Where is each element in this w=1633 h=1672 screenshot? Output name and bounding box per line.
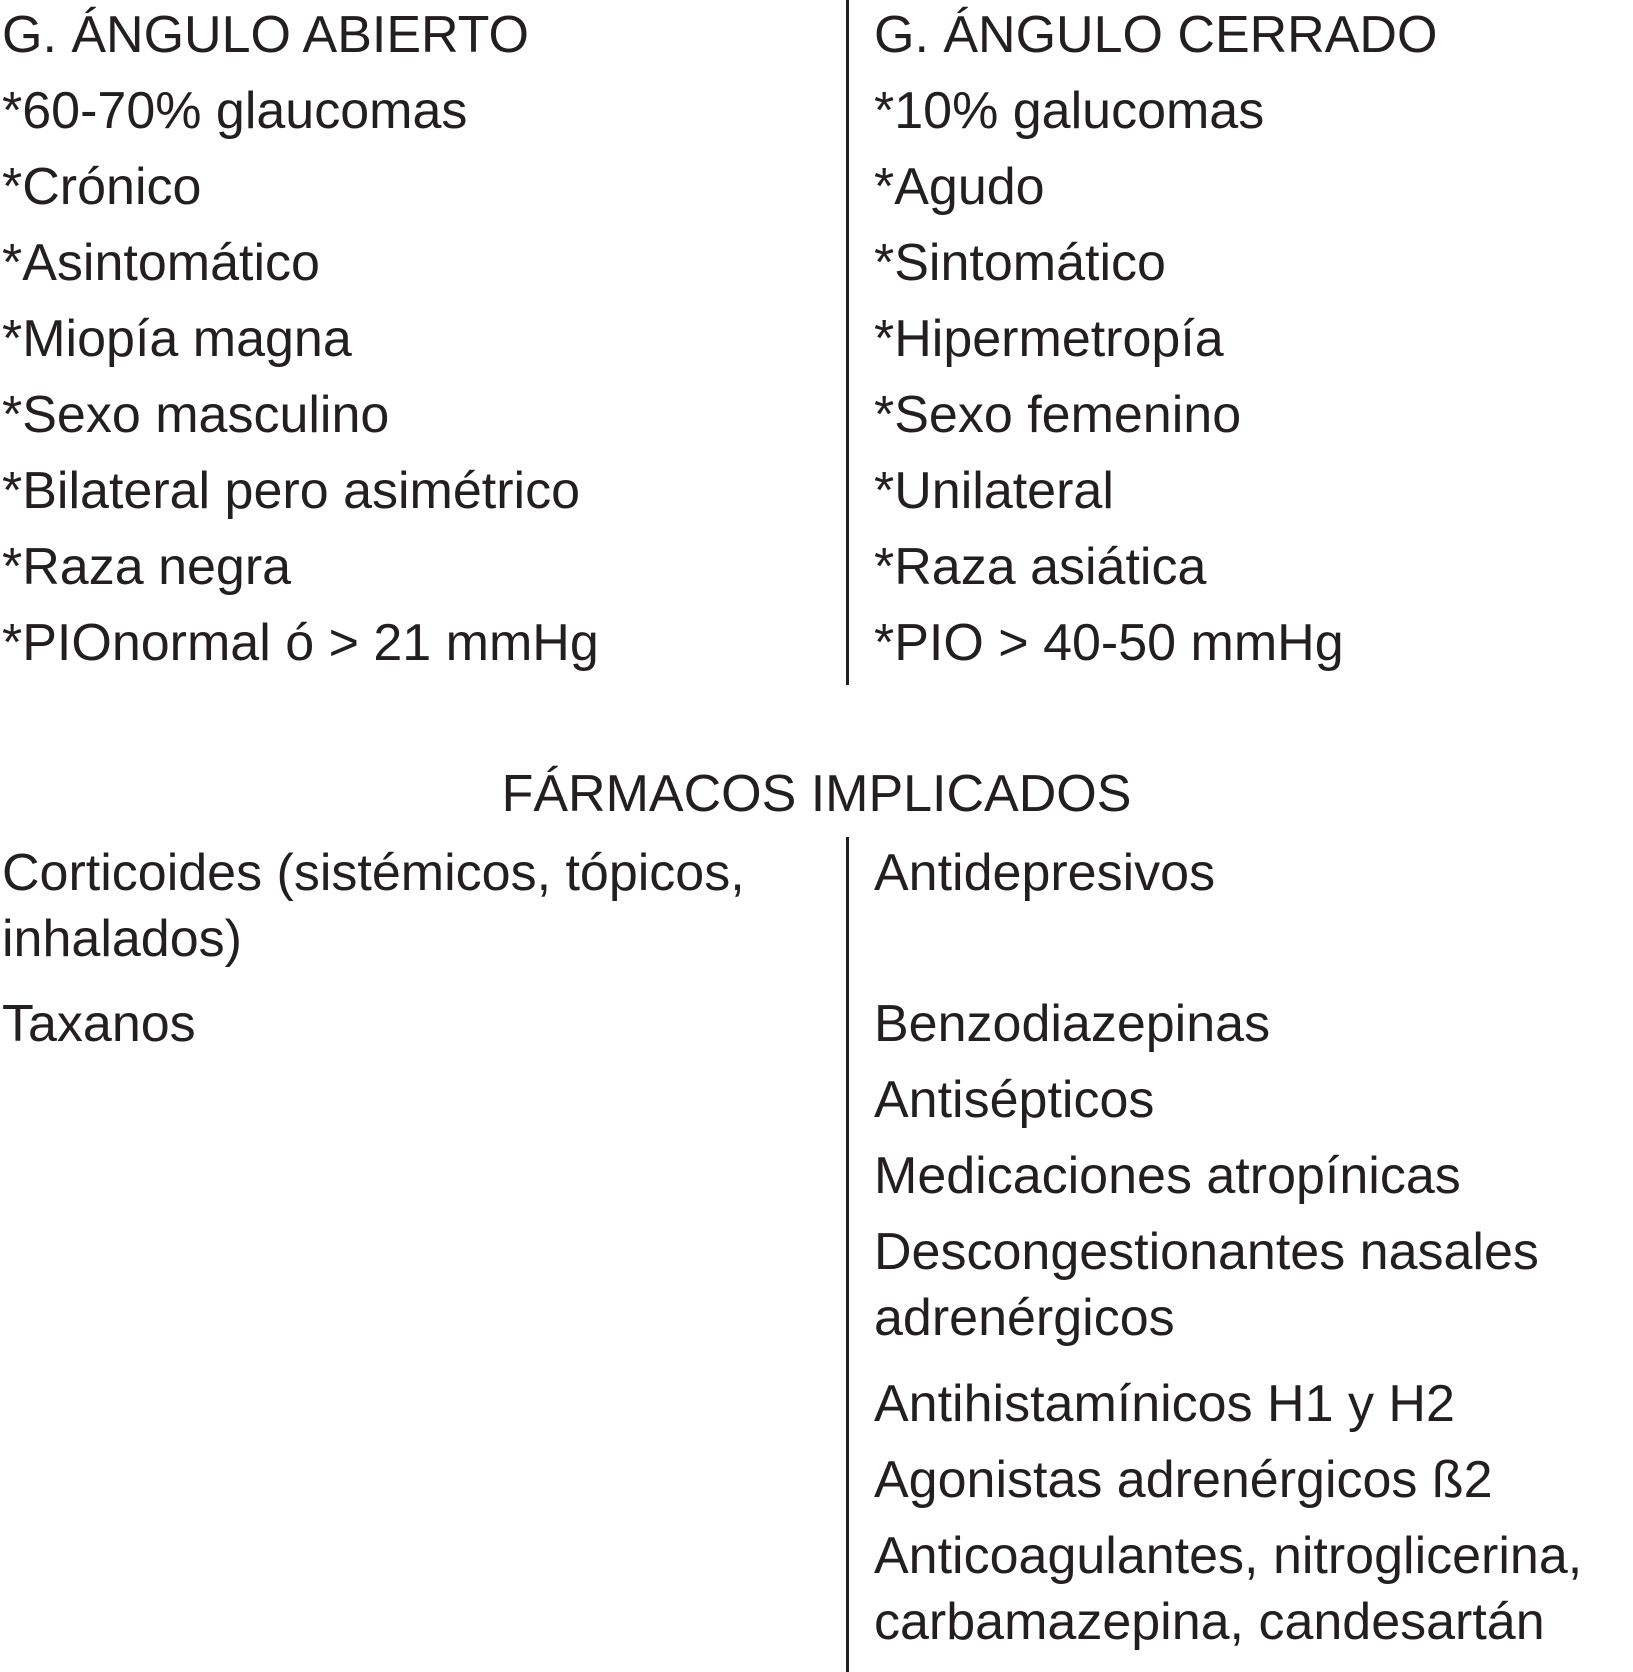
drug-right-item: Agonistas adrenérgicos ß2: [874, 1451, 1493, 1509]
closed-angle-item: *10% galucomas: [874, 82, 1265, 140]
open-angle-heading: G. ÁNGULO ABIERTO: [2, 6, 529, 64]
drug-left-item-cont: inhalados): [2, 910, 242, 968]
closed-angle-item: *PIO > 40-50 mmHg: [874, 614, 1344, 672]
open-angle-item: *Crónico: [2, 158, 202, 216]
closed-angle-item: *Sintomático: [874, 234, 1166, 292]
open-angle-item: *Bilateral pero asimétrico: [2, 462, 581, 520]
top-column-divider: [846, 0, 849, 685]
drug-right-item: Descongestionantes nasales: [874, 1223, 1539, 1281]
open-angle-item: *Miopía magna: [2, 310, 352, 368]
drugs-section-title: FÁRMACOS IMPLICADOS: [501, 765, 1132, 823]
drug-right-item-cont: adrenérgicos: [874, 1289, 1175, 1347]
drug-right-item: Antidepresivos: [874, 844, 1216, 902]
open-angle-item: *Sexo masculino: [2, 386, 390, 444]
drug-right-item: Anticoagulantes, nitroglicerina,: [874, 1527, 1583, 1585]
open-angle-item: *PIOnormal ó > 21 mmHg: [2, 614, 599, 672]
drug-right-item: Antisépticos: [874, 1071, 1155, 1129]
closed-angle-heading: G. ÁNGULO CERRADO: [874, 6, 1438, 64]
closed-angle-item: *Unilateral: [874, 462, 1114, 520]
closed-angle-item: *Sexo femenino: [874, 386, 1242, 444]
closed-angle-item: *Agudo: [874, 158, 1045, 216]
drug-right-item: Antihistamínicos H1 y H2: [874, 1375, 1455, 1433]
closed-angle-item: *Hipermetropía: [874, 310, 1224, 368]
drug-left-item: Corticoides (sistémicos, tópicos,: [2, 844, 745, 902]
open-angle-item: *Asintomático: [2, 234, 320, 292]
drug-right-item: Benzodiazepinas: [874, 995, 1271, 1053]
drug-left-item: Taxanos: [2, 995, 196, 1053]
drug-right-item-cont: carbamazepina, candesartán: [874, 1593, 1545, 1651]
open-angle-item: *Raza negra: [2, 538, 292, 596]
drug-right-item: Medicaciones atropínicas: [874, 1147, 1461, 1205]
bottom-column-divider: [846, 837, 849, 1672]
open-angle-item: *60-70% glaucomas: [2, 82, 468, 140]
closed-angle-item: *Raza asiática: [874, 538, 1207, 596]
